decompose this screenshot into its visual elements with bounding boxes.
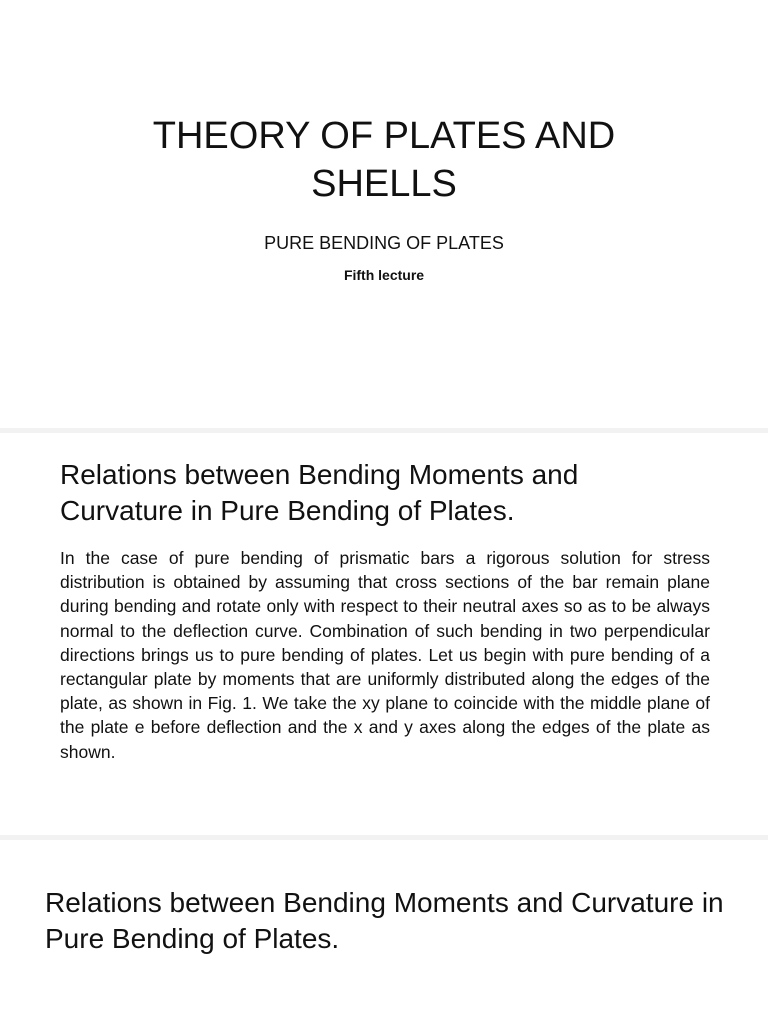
slide-subtitle: PURE BENDING OF PLATES <box>264 233 504 253</box>
slide-title: THEORY OF PLATES AND SHELLS <box>152 115 616 205</box>
slide-body-text: In the case of pure bending of prismatic bars a rigorous solution for stress distribution is obtained by assuming that cross sections of the bar remain plane during bending and rotate only with respect to their neutral axes so as to be always normal to the deflection curve. Combination of such bending in two perpendicular directions brings us to pure bending of plates. Let us begin with pure bending of a rectangular plate by moments that are uniformly distributed along the edges of the plate, as shown in Fig. 1. We take the xy plane to coincide with the middle plane of the plate e before deflection and the x and y axes along the edges of the plate as shown. <box>60 548 710 762</box>
content-slide <box>0 433 768 835</box>
slide-heading: Relations between Bending Moments and Curvature in Pure Bending of Plates. <box>60 459 579 526</box>
heading-slide <box>0 840 768 1024</box>
slide-heading: Relations between Bending Moments and Curvature in Pure Bending of Plates. <box>45 887 724 954</box>
title-slide <box>0 0 768 428</box>
lecture-label: Fifth lecture <box>343 267 425 283</box>
